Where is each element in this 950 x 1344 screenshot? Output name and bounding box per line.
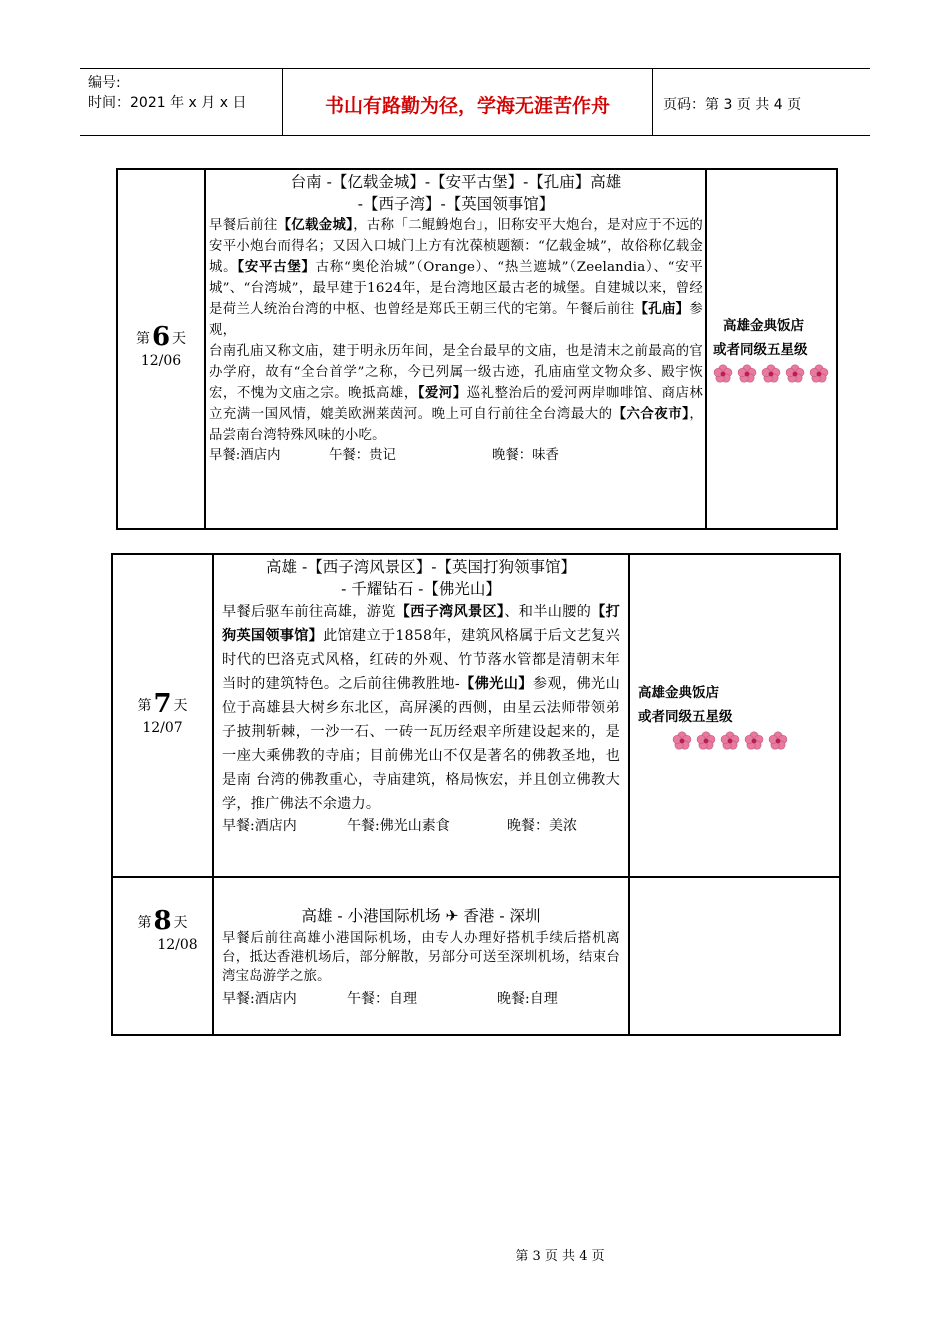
itinerary-table-day7-8 — [111, 553, 841, 1036]
hotel-grade: 或者同级五星级 — [638, 708, 733, 725]
star-rating — [713, 364, 836, 384]
lunch: 午餐:佛光山素食 — [347, 818, 450, 834]
day-cell: 第6 天 12/06 — [117, 169, 205, 529]
hotel-name: 高雄金典饭店 — [638, 684, 719, 701]
day-date: 12/07 — [142, 719, 183, 736]
dinner: 晚餐:自理 — [497, 991, 558, 1007]
hotel-cell — [629, 877, 840, 1035]
desc-text: 参观， — [209, 302, 703, 338]
serial-label: 编号: — [88, 75, 121, 91]
page-header — [80, 68, 870, 136]
day-content — [205, 169, 706, 529]
flower-icon — [761, 364, 781, 384]
lunch: 午餐：贵记 — [329, 448, 396, 463]
day-cell: 第8 天 12/08 — [112, 877, 213, 1035]
day-content — [213, 554, 629, 877]
highlight-attraction: 【亿载金城】 — [277, 217, 354, 233]
header-meta — [80, 69, 283, 135]
day-date: 12/06 — [140, 353, 182, 369]
flower-icon — [720, 731, 740, 751]
desc-text: 早餐后驱车前往高雄，游览 — [222, 604, 396, 620]
day-number: 8 — [153, 906, 172, 936]
day-number: 7 — [153, 688, 172, 719]
highlight-attraction: 【佛光山】 — [459, 676, 533, 692]
desc-text: ，古称「二鲲鯓炮台」，旧称安平大炮台，是对应于不远的安平小炮台而得名；又因入口城门上方有沈葆桢题额：“亿载金城”，故俗称亿载金城。 — [209, 218, 704, 275]
day-date: 12/08 — [157, 937, 198, 953]
day-cell: 第7 天 12/07 — [112, 554, 213, 877]
hotel-cell — [706, 169, 837, 529]
desc-text: 早餐后前往 — [209, 218, 278, 233]
desc-text: 早餐后前往高雄小港国际机场，由专人办理好搭机手续后搭机离台，抵达香港机场后，部分解散，另部分可送至深圳机场，结束台湾宝岛游学之旅。 — [222, 931, 620, 984]
highlight-attraction: 【打狗英国领事馆】 — [222, 604, 620, 644]
hotel-cell — [629, 554, 840, 877]
flower-icon — [768, 731, 788, 751]
desc-text: 参观，佛光山位于高雄县大树乡东北区，高屏溪的西侧，由星云法师带领弟子披荆斩棘，一沙一石、一砖一瓦历经艰辛所建设起来的，是一座大乘佛教的寺庙；目前佛光山不仅是著名的佛教圣地，也是南 台湾的佛教重心，寺庙建筑，格局恢宏，并且创立佛教大学，推广佛法不余遗力。 — [222, 676, 620, 812]
table-row — [112, 877, 840, 1035]
meals — [222, 989, 620, 1009]
hotel-name: 高雄金典饭店 — [723, 318, 804, 334]
page-footer: 第 3 页 共 4 页 — [515, 1249, 605, 1264]
motto: 书山有路勤为径，学海无涯苦作舟 — [283, 69, 653, 135]
meals — [222, 816, 620, 836]
route-title: 高雄 - 小港国际机场 ✈ 香港 - 深圳 — [301, 907, 541, 925]
time-label: 时间：2021 年 x 月 x 日 — [88, 95, 247, 111]
flower-icon — [696, 731, 716, 751]
flower-icon — [713, 364, 733, 384]
day-description — [222, 600, 620, 816]
hotel-grade: 或者同级五星级 — [713, 342, 808, 358]
day-content — [213, 877, 629, 1035]
dinner: 晚餐：味香 — [492, 448, 559, 463]
route-title: 台南 -【亿载金城】-【安平古堡】-【孔庙】高雄 -【西子湾】-【英国领事馆】 — [290, 173, 622, 213]
breakfast: 早餐:酒店内 — [209, 448, 281, 463]
desc-text: 古称“奥伦治城”（Orange）、“热兰遮城”（Zeelandia）、“安平城”、“台湾城”，最早建于1624年，是台湾地区最古老的城堡。自建城以来，曾经是荷兰人统治台湾的中枢、也曾经是郑氏王朝三代的宅第。午餐后前往 — [209, 260, 703, 317]
page-info: 页码：第 3 页 共 4 页 — [663, 97, 802, 113]
lunch: 午餐：自理 — [347, 991, 417, 1007]
flower-icon — [809, 364, 829, 384]
day-description — [222, 929, 620, 986]
desc-text: 台南孔庙又称文庙，建于明永历年间，是全台最早的文庙，也是清末之前最高的官办学府，故有“全台首学”之称，今已列属一级古迹，孔庙庙堂文物众多、殿宇恢宏，不愧为文庙之宗。晚抵高雄， — [209, 344, 703, 401]
desc-text: 巡礼整治后的爱河两岸咖啡馆、商店林立充满一国风情，媲美欧洲莱茵河。晚上可自行前往全台湾最大的 — [209, 386, 703, 422]
highlight-attraction: 【孔庙】 — [634, 301, 690, 317]
desc-text: 、和半山腰的 — [504, 604, 592, 620]
breakfast: 早餐:酒店内 — [222, 991, 297, 1007]
flower-icon — [785, 364, 805, 384]
desc-text: ，品尝南台湾特殊风味的小吃。 — [209, 407, 703, 443]
route-title: 高雄 -【西子湾风景区】-【英国打狗领事馆】 - 千耀钻石 -【佛光山】 — [266, 558, 576, 598]
star-rating — [638, 731, 839, 751]
day-number: 6 — [151, 322, 171, 352]
highlight-attraction: 【西子湾风景区】 — [395, 604, 505, 620]
flower-icon — [672, 731, 692, 751]
breakfast: 早餐:酒店内 — [222, 818, 297, 834]
table-row — [112, 554, 840, 877]
desc-text: 此馆建立于1858年，建筑风格属于后文艺复兴时代的巴洛克式风格，红砖的外观、竹节落水管都是清朝末年当时的建筑特色。之后前往佛教胜地- — [222, 628, 620, 692]
highlight-attraction: 【六合夜市】 — [612, 406, 690, 422]
dinner: 晚餐：美浓 — [507, 818, 577, 834]
highlight-attraction: 【爱河】 — [417, 385, 467, 401]
highlight-attraction: 【安平古堡】 — [237, 259, 316, 275]
day-description — [209, 215, 703, 446]
flower-icon — [744, 731, 764, 751]
table-row — [117, 169, 837, 529]
itinerary-table-day6 — [116, 168, 838, 530]
meals — [209, 446, 703, 466]
flower-icon — [737, 364, 757, 384]
